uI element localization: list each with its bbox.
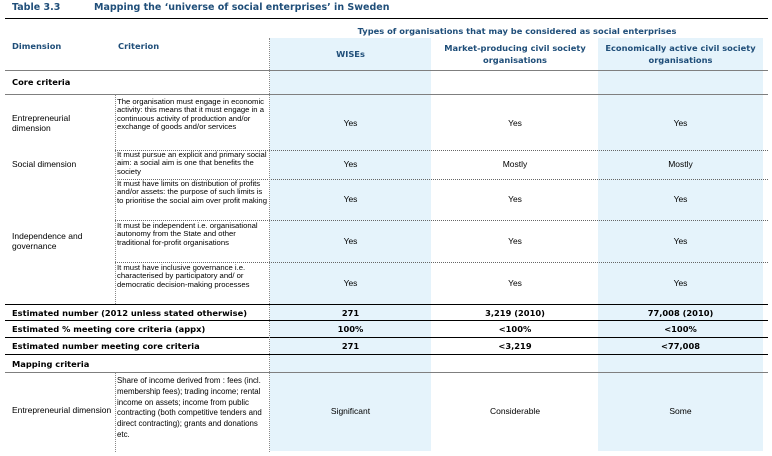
cell-econ: Yes bbox=[673, 194, 688, 204]
row-dimension: Social dimension bbox=[12, 159, 77, 169]
estimate-label: Estimated number meeting core criteria bbox=[12, 341, 200, 351]
row-criterion: It must have inclusive governance i.e. characterised by participatory and/ or democratic decision-making processes bbox=[117, 263, 250, 289]
row-criterion: Share of income derived from : fees (incl. membership fees); trading income; rental income on assets; income from public contracting (both competitive tenders and direct contracting); grants and donations etc. bbox=[117, 376, 262, 439]
rule-estimates-bottom bbox=[5, 354, 768, 355]
cell-wises: Yes bbox=[343, 194, 358, 204]
column-divider bbox=[115, 94, 116, 304]
cell-econ: Yes bbox=[673, 278, 688, 288]
estimate-label: Estimated % meeting core criteria (appx) bbox=[12, 324, 206, 334]
estimate-market: <100% bbox=[498, 324, 532, 334]
estimate-econ: 77,008 (2010) bbox=[647, 307, 714, 318]
row-dimension: Entrepreneurial dimension bbox=[12, 113, 71, 133]
cell-market: Considerable bbox=[489, 406, 541, 416]
rule-top bbox=[5, 18, 768, 19]
estimate-econ: <100% bbox=[664, 324, 697, 334]
estimate-wises: 271 bbox=[341, 341, 360, 351]
cell-market: Yes bbox=[508, 236, 522, 246]
rule-header-bottom bbox=[5, 70, 768, 71]
cell-market: Yes bbox=[508, 118, 522, 128]
header-types-span: Types of organisations that may be considered as social enterprises bbox=[357, 26, 677, 36]
column-divider bbox=[115, 372, 116, 452]
header-criterion: Criterion bbox=[118, 41, 160, 51]
row-dimension: Entrepreneurial dimension bbox=[12, 405, 112, 415]
rule-mapping-section bbox=[5, 372, 768, 373]
cell-econ: Some bbox=[669, 406, 692, 416]
estimate-wises: 271 bbox=[341, 307, 360, 318]
row-dimension: Independence and governance bbox=[12, 231, 83, 251]
cell-econ: Mostly bbox=[668, 159, 693, 169]
cell-econ: Yes bbox=[673, 118, 688, 128]
row-criterion: It must be independent i.e. organisational autonomy from the State and other traditional for-profit organisations bbox=[117, 221, 258, 247]
section-core-criteria: Core criteria bbox=[12, 77, 71, 87]
section-mapping-criteria: Mapping criteria bbox=[12, 358, 90, 369]
header-col-wises: WISEs bbox=[336, 49, 365, 59]
cell-market: Mostly bbox=[502, 159, 528, 169]
estimate-market: <3,219 bbox=[498, 341, 532, 351]
cell-market: Yes bbox=[508, 194, 522, 204]
table-title: Mapping the ‘universe of social enterprises’ in Sweden bbox=[94, 2, 390, 13]
cell-market: Yes bbox=[508, 278, 522, 288]
rule-core-section bbox=[5, 94, 768, 95]
header-col-market: Market-producing civil society organisations bbox=[444, 43, 586, 65]
table-number: Table 3.3 bbox=[12, 2, 61, 13]
estimate-label: Estimated number (2012 unless stated otherwise) bbox=[12, 307, 247, 318]
row-criterion: The organisation must engage in economic activity: this means that it must engage in a continuous activity of production and/or exchange of goods and/or services bbox=[117, 97, 265, 131]
cell-wises: Yes bbox=[343, 159, 358, 169]
estimate-market: 3,219 (2010) bbox=[485, 307, 545, 318]
row-criterion: It must have limits on distribution of profits and/or assets: the purpose of such limits is to prioritise the social aim over profit making bbox=[117, 179, 267, 205]
cell-econ: Yes bbox=[673, 236, 688, 246]
row-criterion: It must pursue an explicit and primary social aim: a social aim is one that benefits the society bbox=[117, 150, 267, 176]
header-col-econ: Economically active civil society organisations bbox=[605, 43, 756, 65]
estimate-econ: <77,008 bbox=[661, 341, 700, 351]
cell-wises: Significant bbox=[330, 406, 371, 416]
estimate-wises: 100% bbox=[337, 324, 364, 334]
cell-wises: Yes bbox=[343, 236, 358, 246]
cell-wises: Yes bbox=[343, 278, 358, 288]
header-dimension: Dimension bbox=[12, 41, 62, 51]
cell-wises: Yes bbox=[343, 118, 358, 128]
